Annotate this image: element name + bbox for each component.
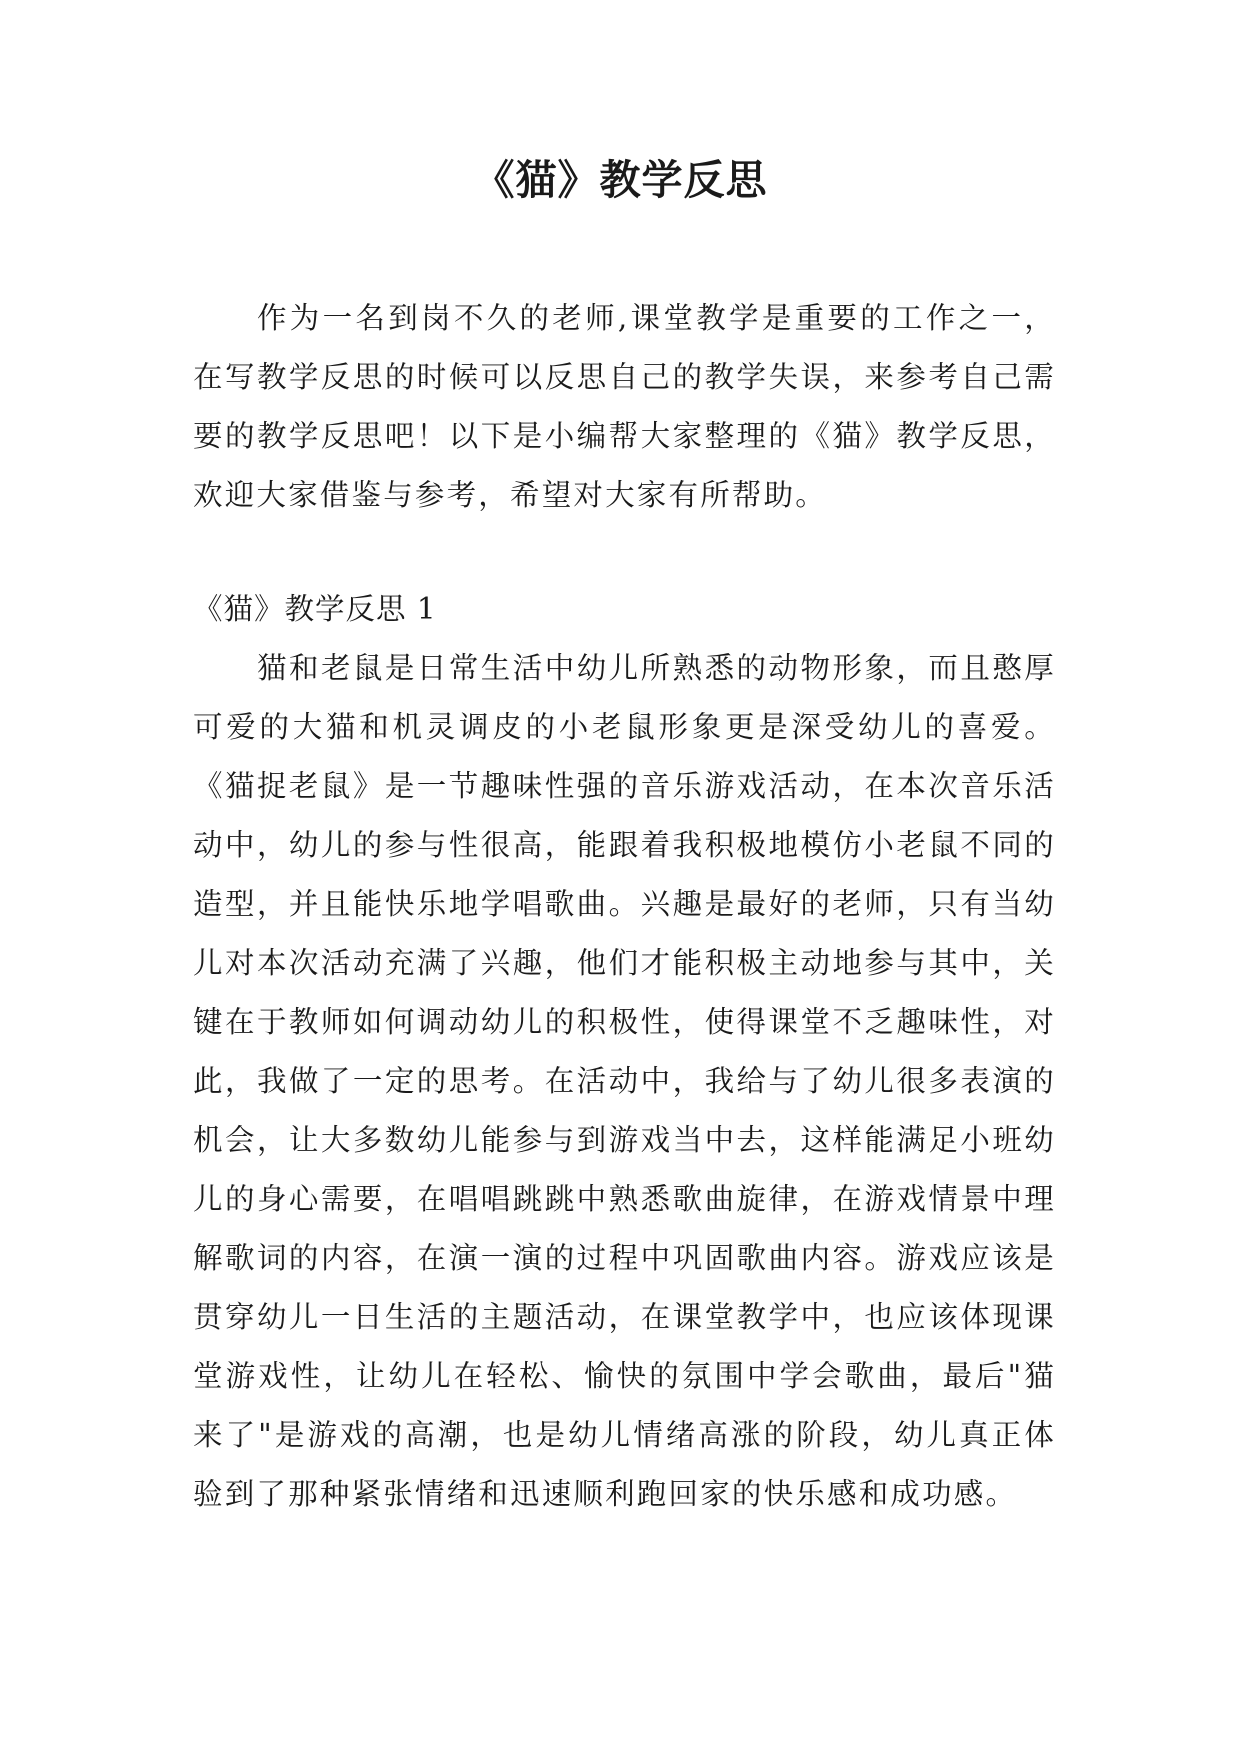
section-paragraph: 猫和老鼠是日常生活中幼儿所熟悉的动物形象，而且憨厚可爱的大猫和机灵调皮的小老鼠形象更是深受幼儿的喜爱。《猫捉老鼠》是一节趣味性强的音乐游戏活动，在本次音乐活动中，幼儿的参与性很高，能跟着我积极地模仿小老鼠不同的造型，并且能快乐地学唱歌曲。兴趣是最好的老师，只有当幼儿对本次活动充满了兴趣，他们才能积极主动地参与其中，关键在于教师如何调动幼儿的积极性，使得课堂不乏趣味性，对此，我做了一定的思考。在活动中，我给与了幼儿很多表演的机会，让大多数幼儿能参与到游戏当中去，这样能满足小班幼儿的身心需要，在唱唱跳跳中熟悉歌曲旋律，在游戏情景中理解歌词的内容，在演一演的过程中巩固歌曲内容。游戏应该是贯穿幼儿一日生活的主题活动，在课堂教学中，也应该体现课堂游戏性，让幼儿在轻松、愉快的氛围中学会歌曲，最后"猫来了"是游戏的高潮，也是幼儿情绪高涨的阶段，幼儿真正体验到了那种紧张情绪和迅速顺利跑回家的快乐感和成功感。: [193, 651, 1056, 1511]
document-title: 《猫》教学反思: [473, 156, 768, 204]
section-heading: 《猫》教学反思 1: [193, 592, 437, 626]
intro-paragraph: 作为一名到岗不久的老师,课堂教学是重要的工作之一，在写教学反思的时候可以反思自己的教学失误，来参考自己需要的教学反思吧！以下是小编帮大家整理的《猫》教学反思，欢迎大家借鉴与参考，希望对大家有所帮助。: [193, 301, 1056, 512]
